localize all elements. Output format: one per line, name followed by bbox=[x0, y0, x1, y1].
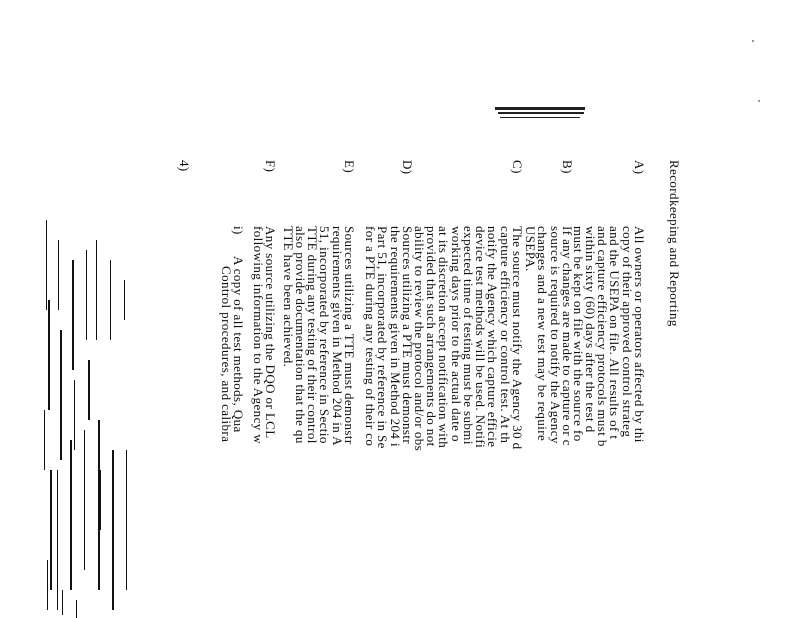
section-body bbox=[364, 226, 413, 449]
text-line: for a PTE during any testing of their co bbox=[363, 226, 379, 447]
scan-streak bbox=[126, 450, 127, 590]
scan-streak bbox=[46, 220, 47, 310]
section-label: E) bbox=[342, 160, 357, 174]
section-label: C) bbox=[510, 160, 525, 174]
scan-streak bbox=[76, 600, 77, 618]
section-label: D) bbox=[400, 160, 415, 175]
section-label: 4) bbox=[177, 160, 192, 172]
text-line: Sources utilizing a PTE must demonstr bbox=[400, 226, 415, 445]
text-line: also provide documentation that the qu bbox=[292, 226, 308, 444]
text-line: TTE have been achieved. bbox=[280, 226, 296, 368]
text-line: and capture efficiency protocols must b bbox=[595, 226, 611, 447]
text-line: The source must notify the Agency 30 d bbox=[510, 226, 525, 450]
scan-streak bbox=[57, 470, 58, 610]
text-line: must be kept on file with the source fo bbox=[570, 226, 586, 442]
scan-streak bbox=[74, 380, 75, 450]
text-line: notify the Agency which capture efficie bbox=[485, 226, 501, 448]
text-line: following information to the Agency w bbox=[250, 226, 266, 445]
speck bbox=[758, 100, 760, 102]
scan-streak bbox=[47, 560, 48, 610]
text-line: Part 51, incorporated by reference in Se bbox=[375, 226, 391, 449]
text-line: the requirements given in Method 204 i bbox=[387, 226, 403, 447]
section-body bbox=[281, 226, 355, 446]
divider-rule bbox=[495, 107, 585, 110]
scan-streak bbox=[72, 260, 74, 370]
text-line: Any source utilizing the DQO or LCL bbox=[263, 226, 278, 439]
scan-streak bbox=[86, 250, 87, 340]
scan-streak bbox=[48, 300, 50, 410]
subitem-body bbox=[219, 256, 244, 442]
rotated-text-block bbox=[160, 160, 680, 618]
text-line: 51, incorporated by reference in Sectio bbox=[317, 226, 333, 444]
text-line: changes and a new test may be require bbox=[535, 226, 551, 442]
text-line: Sources utilizing a TTE must demonstr bbox=[342, 226, 357, 445]
speck bbox=[752, 40, 754, 42]
text-line: capture efficiency or control test. At th bbox=[497, 226, 513, 444]
section-heading: Recordkeeping and Reporting bbox=[667, 160, 682, 327]
text-line: USEPA. bbox=[523, 226, 539, 272]
text-line: TTE during any testing of their control bbox=[305, 226, 321, 444]
section-body bbox=[524, 226, 573, 446]
text-line: Control procedures, and calibra bbox=[218, 266, 234, 443]
section-label: B) bbox=[560, 160, 575, 174]
section-label: A) bbox=[632, 160, 647, 175]
divider-rule bbox=[500, 117, 580, 118]
section-label: F) bbox=[263, 160, 278, 173]
subitem-label: i) bbox=[231, 226, 246, 235]
text-line: working days prior to the actual date o bbox=[448, 226, 464, 442]
scan-streak bbox=[110, 260, 111, 340]
section-body bbox=[412, 226, 523, 451]
text-line: All owners or operators affected by thi bbox=[632, 226, 647, 443]
scan-streak bbox=[58, 240, 59, 310]
text-line: ability to review the protocol and/or obs bbox=[411, 226, 427, 452]
text-line: at its discretion accept notification with bbox=[436, 226, 452, 449]
scan-streak bbox=[84, 430, 85, 570]
scan-streak bbox=[62, 590, 63, 615]
text-line: requirements given in Method 204 in A bbox=[329, 226, 345, 446]
text-line: If any changes are made to capture or c bbox=[560, 226, 575, 446]
scan-streak bbox=[96, 240, 97, 340]
text-line: copy of their approved control strateg bbox=[619, 226, 635, 438]
text-line: device test methods will be used. Notifi bbox=[473, 226, 489, 449]
text-line: expected time of testing must be submi bbox=[460, 226, 476, 445]
text-line: within sixty (60) days after the test d bbox=[582, 226, 598, 433]
text-line: and the USEPA on file. All results of t bbox=[607, 226, 623, 440]
scan-streak bbox=[88, 360, 90, 420]
scan-streak bbox=[60, 330, 62, 460]
scan-streak bbox=[70, 440, 72, 590]
scan-streak bbox=[112, 450, 114, 610]
divider-rule bbox=[498, 112, 584, 114]
text-line: A copy of all test methods, Qua bbox=[231, 256, 246, 433]
section-body bbox=[251, 226, 276, 444]
scan-streak bbox=[124, 280, 125, 320]
text-line: source is required to notify the Agency bbox=[547, 226, 563, 444]
scan-streak bbox=[100, 470, 101, 530]
scan-streak bbox=[44, 410, 45, 470]
section-body bbox=[571, 226, 645, 447]
text-line: provided that such arrangements do not bbox=[423, 226, 439, 447]
scan-streak bbox=[50, 470, 52, 590]
